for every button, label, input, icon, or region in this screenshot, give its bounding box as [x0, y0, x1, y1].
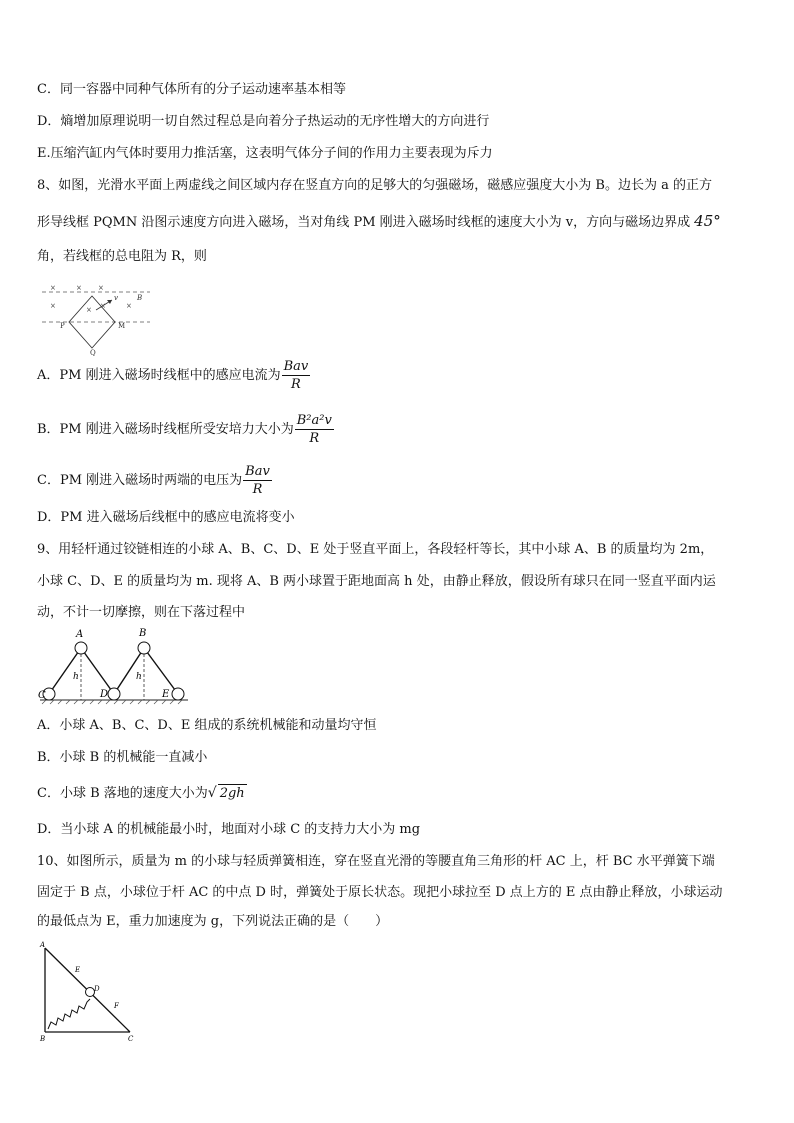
q8-option-c-text: C．PM 刚进入磁场时两端的电压为: [37, 473, 243, 488]
q8-option-b-denominator: R: [309, 431, 320, 446]
q9-label-h: h: [136, 672, 142, 682]
q9-option-c-text: C．小球 B 落地的速度大小为: [37, 786, 208, 801]
q8-option-c-fraction: [243, 463, 272, 498]
q8-option-b: [37, 412, 334, 448]
q8-label-m: M: [118, 322, 126, 330]
q9-stem-line-3: 动，不计一切摩擦，则在下落过程中: [37, 605, 246, 620]
q8-label-v: v: [114, 294, 118, 302]
q9-option-d: D．当小球 A 的机械能最小时，地面对小球 C 的支持力大小为 mg: [37, 822, 421, 837]
q9-ground-hatching: [42, 700, 182, 704]
q8-option-a: [37, 358, 310, 394]
q8-cross-mark: ×: [50, 302, 56, 310]
q9-sqrt-sign: √: [207, 785, 217, 801]
q9-figure: [38, 624, 190, 708]
q8-cross-mark: ×: [50, 284, 56, 292]
q7-option-c: C．同一容器中同种气体所有的分子运动速率基本相等: [37, 82, 346, 97]
q10-stem-line-3: 的最低点为 E，重力加速度为 g，下列说法正确的是（ ）: [37, 914, 389, 929]
q10-label-e: E: [75, 966, 81, 974]
q9-ball-e: [172, 688, 184, 700]
q9-option-c-radicand: 2gh: [219, 786, 245, 801]
q9-stem-line-1: 9、用轻杆通过铰链相连的小球 A、B、C、D、E 处于竖直平面上，各段轻杆等长，其中小球 A、B 的质量均为 2m，: [37, 542, 714, 557]
q8-option-b-fraction: [295, 412, 334, 447]
q9-option-c: [37, 784, 247, 803]
q9-ball-a: [75, 642, 87, 654]
q10-label-c: C: [128, 1035, 134, 1043]
q8-label-p: P: [60, 322, 65, 330]
q9-ball-d: [108, 688, 120, 700]
q9-ball-b: [138, 642, 150, 654]
q10-spring: [48, 999, 90, 1029]
q10-label-d: D: [94, 985, 100, 993]
q10-label-b: B: [40, 1035, 46, 1043]
q8-option-b-numerator: B²a²v: [296, 413, 332, 428]
q9-label-c: C: [38, 690, 46, 701]
q8-option-b-text: B．PM 刚进入磁场时线框所受安培力大小为: [37, 422, 294, 437]
q9-label-e: E: [162, 689, 170, 700]
q8-stem-line-2-text: 形导线框 PQMN 沿图示速度方向进入磁场，当对角线 PM 刚进入磁场时线框的速度大小为 v，方向与磁场边界成: [37, 215, 691, 230]
q10-figure: [36, 938, 142, 1044]
q8-arrow-head: [107, 300, 112, 304]
q8-figure: [40, 278, 160, 356]
q8-stem-line-1: 8、如图，光滑水平面上两虚线之间区域内存在竖直方向的足够大的匀强磁场，磁感应强度大小为 B。边长为 a 的正方: [37, 178, 712, 193]
q10-stem-line-2: 固定于 B 点，小球位于杆 AC 的中点 D 时，弹簧处于原长状态。现把小球拉至 D 点上方的 E 点由静止释放，小球运动: [37, 885, 723, 900]
q8-angle: 45°: [694, 212, 721, 230]
q9-label-h: h: [73, 672, 79, 682]
q10-stem-line-1: 10、如图所示，质量为 m 的小球与轻质弹簧相连，穿在竖直光滑的等腰直角三角形的杆 AC 上，杆 BC 水平弹簧下端: [37, 854, 715, 869]
q8-cross-mark: ×: [126, 302, 132, 310]
q7-option-e: E.压缩汽缸内气体时要用力推活塞，这表明气体分子间的作用力主要表现为斥力: [37, 146, 493, 161]
q8-cross-mark: ×: [100, 302, 106, 310]
q9-label-d: D: [100, 689, 109, 700]
q7-option-d: D．熵增加原理说明一切自然过程总是向着分子热运动的无序性增大的方向进行: [37, 114, 490, 129]
q8-option-c-denominator: R: [252, 482, 263, 497]
q9-rods: [49, 648, 178, 694]
q8-cross-mark: ×: [98, 284, 104, 292]
q9-option-a: A．小球 A、B、C、D、E 组成的系统机械能和动量均守恒: [37, 718, 377, 733]
q9-label-b: B: [139, 628, 147, 639]
q8-stem-line-2: [37, 212, 721, 232]
q8-option-a-denominator: R: [291, 377, 301, 392]
q8-option-a-text: A．PM 刚进入磁场时线框中的感应电流为: [37, 368, 281, 383]
q8-label-q: Q: [90, 349, 96, 356]
q9-option-b: B．小球 B 的机械能一直减小: [37, 750, 208, 765]
q8-option-c-numerator: Bav: [245, 464, 270, 479]
q8-option-a-fraction: [282, 358, 311, 393]
q9-stem-line-2: 小球 C、D、E 的质量均为 m. 现将 A、B 两小球置于距地面高 h 处，由静止释放，假设所有球只在同一竖直平面内运: [37, 574, 716, 589]
q8-cross-mark: ×: [86, 306, 92, 314]
q8-label-b: B: [137, 294, 143, 302]
q8-stem-line-3: 角，若线框的总电阻为 R，则: [37, 249, 207, 264]
q8-option-a-numerator: Bav: [283, 359, 309, 374]
q9-label-a: A: [76, 629, 84, 640]
q10-label-a: A: [40, 941, 46, 949]
q8-cross-mark: ×: [76, 284, 82, 292]
q10-label-f: F: [114, 1002, 119, 1010]
q8-option-c: [37, 463, 272, 499]
q8-option-d: D．PM 进入磁场后线框中的感应电流将变小: [37, 510, 295, 525]
